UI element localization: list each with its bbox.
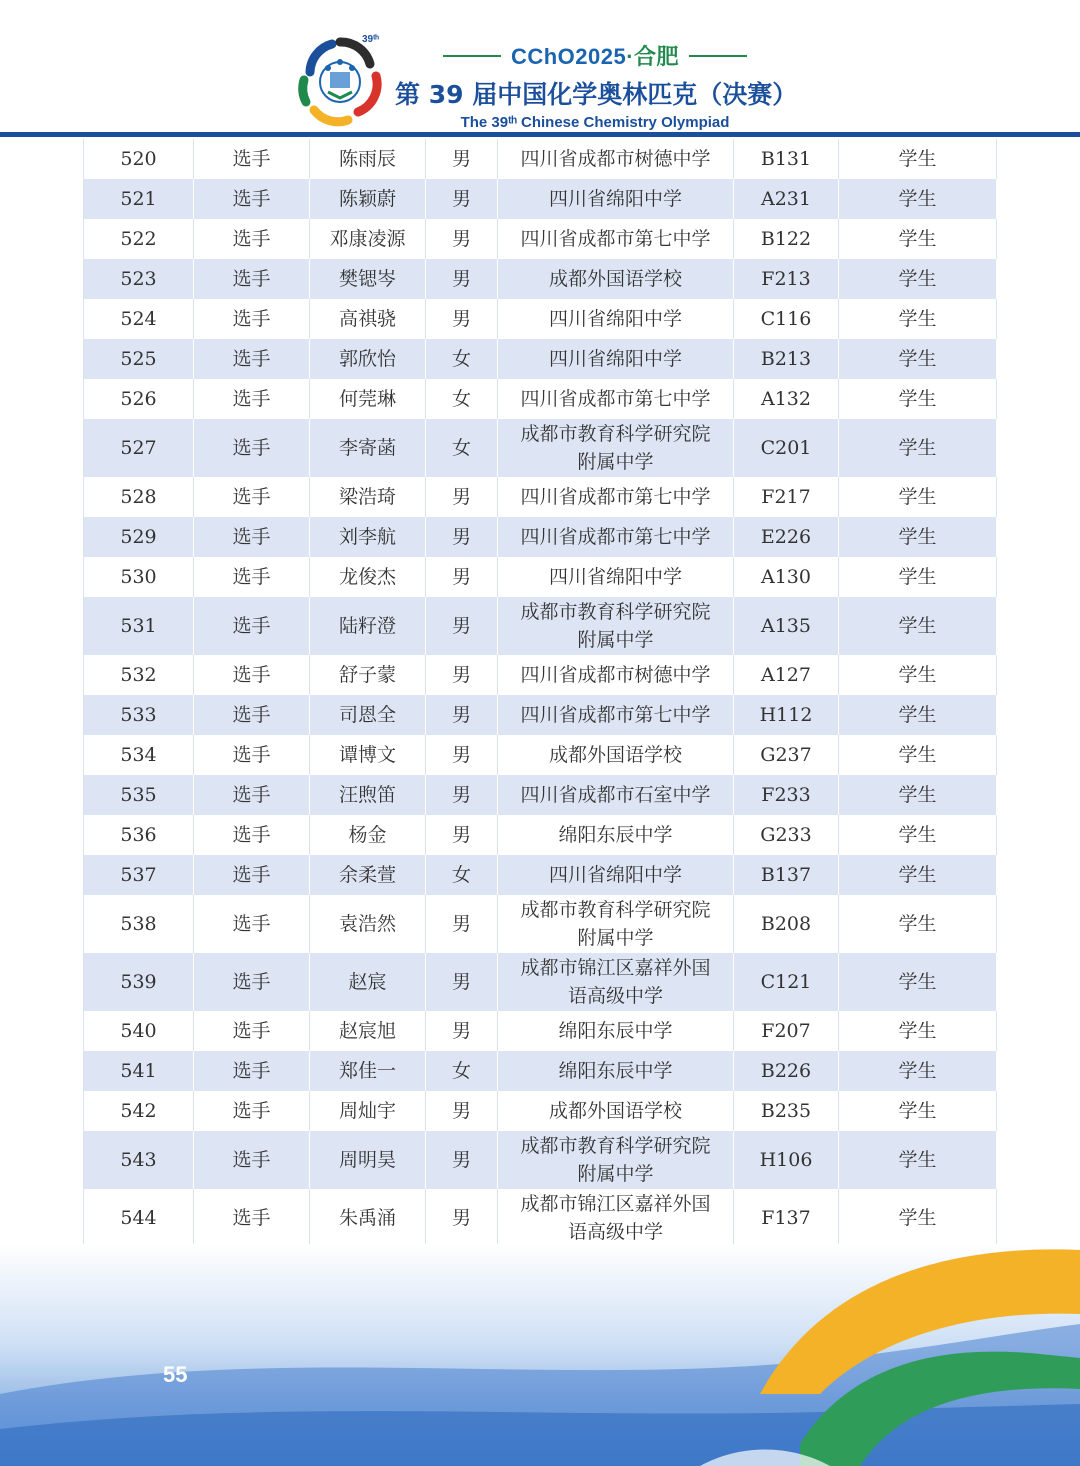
cell-no: 536: [84, 815, 194, 855]
school-line: 成都外国语学校: [548, 1100, 682, 1122]
cell-name: 袁浩然: [310, 895, 426, 953]
cell-role: 选手: [194, 1189, 310, 1247]
cell-type: 学生: [839, 1189, 997, 1247]
participant-table-body: [84, 139, 997, 1247]
table-row: [84, 379, 997, 419]
table-row: [84, 1131, 997, 1189]
school-line: 四川省绵阳中学: [548, 188, 682, 210]
cell-type: 学生: [839, 139, 997, 179]
cell-type: 学生: [839, 219, 997, 259]
cell-role: 选手: [194, 855, 310, 895]
cell-type: 学生: [839, 735, 997, 775]
cell-name: 刘李航: [310, 517, 426, 557]
school-line: 四川省绵阳中学: [548, 308, 682, 330]
cell-name: 余柔萱: [310, 855, 426, 895]
cell-school: [498, 339, 734, 379]
cell-seat: A132: [734, 379, 839, 419]
cell-name: 朱禹涌: [310, 1189, 426, 1247]
cell-gender: 男: [426, 139, 498, 179]
school-line: 四川省成都市第七中学: [520, 228, 711, 250]
cell-name: 李寄菡: [310, 419, 426, 477]
cell-gender: 男: [426, 299, 498, 339]
event-prefix: CChO2025: [510, 44, 627, 69]
cell-no: 521: [84, 179, 194, 219]
cell-school: [498, 735, 734, 775]
cell-school: [498, 1131, 734, 1189]
cell-no: 542: [84, 1091, 194, 1131]
cell-no: 520: [84, 139, 194, 179]
cell-seat: B137: [734, 855, 839, 895]
cell-type: 学生: [839, 557, 997, 597]
cell-gender: 女: [426, 339, 498, 379]
cell-school: [498, 557, 734, 597]
cell-role: 选手: [194, 219, 310, 259]
participant-table: [83, 139, 997, 1248]
cell-name: 汪煦笛: [310, 775, 426, 815]
school-line: 四川省成都市树德中学: [520, 664, 711, 686]
school-line: 绵阳东辰中学: [558, 824, 673, 846]
cell-role: 选手: [194, 419, 310, 477]
cell-school: [498, 655, 734, 695]
cell-seat: B208: [734, 895, 839, 953]
cell-seat: A130: [734, 557, 839, 597]
left-rule: [443, 55, 501, 57]
cell-type: 学生: [839, 597, 997, 655]
cell-school: [498, 179, 734, 219]
logo-superscript: 39ᵗʰ: [362, 34, 379, 45]
cell-school: [498, 597, 734, 655]
cell-type: 学生: [839, 953, 997, 1011]
cell-seat: B235: [734, 1091, 839, 1131]
table-row: [84, 517, 997, 557]
cell-role: 选手: [194, 953, 310, 1011]
cell-gender: 男: [426, 655, 498, 695]
cell-type: 学生: [839, 695, 997, 735]
cell-type: 学生: [839, 775, 997, 815]
school-line: 附属中学: [577, 629, 654, 651]
cell-gender: 男: [426, 1091, 498, 1131]
cell-seat: B213: [734, 339, 839, 379]
cell-seat: B131: [734, 139, 839, 179]
table-row: [84, 419, 997, 477]
cell-gender: 女: [426, 1051, 498, 1091]
school-line: 成都市教育科学研究院: [520, 601, 711, 623]
cell-seat: A231: [734, 179, 839, 219]
table-row: [84, 815, 997, 855]
school-line: 语高级中学: [567, 1220, 663, 1243]
table-row: [84, 953, 997, 1011]
school-line: 绵阳东辰中学: [558, 1060, 673, 1082]
school-line: 附属中学: [577, 451, 654, 473]
cell-school: [498, 1051, 734, 1091]
cell-gender: 男: [426, 1011, 498, 1051]
cell-no: 532: [84, 655, 194, 695]
cell-type: 学生: [839, 339, 997, 379]
cell-no: 538: [84, 895, 194, 953]
cell-type: 学生: [839, 815, 997, 855]
cell-gender: 男: [426, 1131, 498, 1189]
cell-school: [498, 895, 734, 953]
cell-type: 学生: [839, 517, 997, 557]
cell-no: 539: [84, 953, 194, 1011]
cell-name: 杨金: [310, 815, 426, 855]
table-row: [84, 1091, 997, 1131]
cell-role: 选手: [194, 1011, 310, 1051]
cell-no: 537: [84, 855, 194, 895]
page-number: 55: [163, 1362, 188, 1387]
school-line: 四川省成都市第七中学: [520, 704, 711, 726]
olympiad-logo: [292, 32, 388, 128]
cell-school: [498, 695, 734, 735]
school-line: 语高级中学: [567, 985, 663, 1007]
table-row: [84, 735, 997, 775]
cell-no: 540: [84, 1011, 194, 1051]
cell-no: 527: [84, 419, 194, 477]
cell-school: [498, 855, 734, 895]
school-line: 成都外国语学校: [548, 744, 682, 766]
school-line: 成都市教育科学研究院: [520, 899, 711, 921]
cell-name: 赵宸旭: [310, 1011, 426, 1051]
cell-type: 学生: [839, 179, 997, 219]
table-row: [84, 139, 997, 179]
table-row: [84, 655, 997, 695]
cell-type: 学生: [839, 299, 997, 339]
cell-name: 樊锶岑: [310, 259, 426, 299]
cell-no: 523: [84, 259, 194, 299]
cell-seat: G233: [734, 815, 839, 855]
school-line: 四川省成都市第七中学: [520, 486, 711, 508]
cell-no: 544: [84, 1189, 194, 1247]
cell-no: 529: [84, 517, 194, 557]
cell-school: [498, 379, 734, 419]
event-city: 合肥: [634, 44, 680, 69]
cell-role: 选手: [194, 735, 310, 775]
cell-no: 531: [84, 597, 194, 655]
school-line: 附属中学: [577, 927, 654, 949]
cell-school: [498, 219, 734, 259]
cell-name: 周灿宇: [310, 1091, 426, 1131]
cell-seat: F207: [734, 1011, 839, 1051]
cell-seat: H106: [734, 1131, 839, 1189]
cell-name: 司恩全: [310, 695, 426, 735]
cell-no: 525: [84, 339, 194, 379]
cell-name: 舒子蒙: [310, 655, 426, 695]
school-line: 附属中学: [577, 1163, 654, 1185]
cell-seat: C121: [734, 953, 839, 1011]
table-row: [84, 179, 997, 219]
cell-name: 陈颖蔚: [310, 179, 426, 219]
cell-role: 选手: [194, 179, 310, 219]
cell-name: 郑佳一: [310, 1051, 426, 1091]
cell-seat: A127: [734, 655, 839, 695]
cell-type: 学生: [839, 1011, 997, 1051]
cell-name: 陆籽澄: [310, 597, 426, 655]
table-row: [84, 1051, 997, 1091]
cell-school: [498, 299, 734, 339]
cell-name: 邓康凌源: [310, 219, 426, 259]
cell-type: 学生: [839, 895, 997, 953]
school-line: 成都外国语学校: [548, 268, 682, 290]
cell-no: 530: [84, 557, 194, 597]
cell-gender: 男: [426, 259, 498, 299]
cell-seat: C116: [734, 299, 839, 339]
cell-no: 526: [84, 379, 194, 419]
cell-gender: 男: [426, 557, 498, 597]
cell-no: 535: [84, 775, 194, 815]
school-line: 绵阳东辰中学: [558, 1020, 673, 1042]
table-row: [84, 855, 997, 895]
cell-role: 选手: [194, 1091, 310, 1131]
school-line: 成都市教育科学研究院: [520, 1135, 711, 1157]
cell-school: [498, 259, 734, 299]
cell-seat: F137: [734, 1189, 839, 1247]
cell-role: 选手: [194, 139, 310, 179]
cell-name: 郭欣怡: [310, 339, 426, 379]
cell-school: [498, 419, 734, 477]
cell-type: 学生: [839, 655, 997, 695]
cell-name: 周明昊: [310, 1131, 426, 1189]
page-title-cn: 第 39 届中国化学奥林匹克（决赛）: [395, 80, 798, 109]
cell-role: 选手: [194, 1131, 310, 1189]
cell-seat: G237: [734, 735, 839, 775]
footer-decoration: [0, 1244, 1080, 1466]
cell-no: 524: [84, 299, 194, 339]
event-dot: ·: [626, 44, 635, 69]
table-row: [84, 557, 997, 597]
cell-gender: 男: [426, 517, 498, 557]
cell-type: 学生: [839, 259, 997, 299]
cell-role: 选手: [194, 815, 310, 855]
cell-seat: H112: [734, 695, 839, 735]
cell-seat: E226: [734, 517, 839, 557]
cell-type: 学生: [839, 477, 997, 517]
school-line: 成都市教育科学研究院: [520, 423, 711, 445]
school-line: 成都市锦江区嘉祥外国: [520, 957, 711, 979]
school-line: 四川省成都市石室中学: [520, 784, 711, 806]
cell-gender: 男: [426, 597, 498, 655]
cell-role: 选手: [194, 775, 310, 815]
cell-role: 选手: [194, 695, 310, 735]
school-line: 四川省绵阳中学: [548, 566, 682, 588]
cell-type: 学生: [839, 1131, 997, 1189]
cell-gender: 男: [426, 895, 498, 953]
cell-name: 龙俊杰: [310, 557, 426, 597]
table-row: [84, 1011, 997, 1051]
cell-no: 528: [84, 477, 194, 517]
cell-type: 学生: [839, 1051, 997, 1091]
cell-role: 选手: [194, 557, 310, 597]
cell-school: [498, 1091, 734, 1131]
table-row: [84, 1189, 997, 1247]
cell-role: 选手: [194, 339, 310, 379]
cell-no: 522: [84, 219, 194, 259]
cell-school: [498, 815, 734, 855]
cell-type: 学生: [839, 419, 997, 477]
cell-name: 陈雨辰: [310, 139, 426, 179]
cell-role: 选手: [194, 517, 310, 557]
cell-role: 选手: [194, 1051, 310, 1091]
cell-role: 选手: [194, 299, 310, 339]
page-title-en: The 39ᵗʰ Chinese Chemistry Olympiad: [460, 114, 730, 131]
table-row: [84, 477, 997, 517]
cell-seat: F213: [734, 259, 839, 299]
cell-seat: B122: [734, 219, 839, 259]
school-line: 四川省成都市第七中学: [520, 526, 711, 548]
cell-gender: 女: [426, 379, 498, 419]
cell-name: 谭博文: [310, 735, 426, 775]
cell-no: 543: [84, 1131, 194, 1189]
cell-type: 学生: [839, 379, 997, 419]
table-row: [84, 259, 997, 299]
right-rule: [689, 55, 747, 57]
school-line: 四川省绵阳中学: [548, 864, 682, 886]
cell-school: [498, 477, 734, 517]
cell-seat: F233: [734, 775, 839, 815]
cell-gender: 女: [426, 419, 498, 477]
cell-seat: F217: [734, 477, 839, 517]
event-line: [395, 40, 795, 71]
table-row: [84, 597, 997, 655]
cell-gender: 男: [426, 815, 498, 855]
cell-school: [498, 1011, 734, 1051]
cell-seat: C201: [734, 419, 839, 477]
cell-type: 学生: [839, 1091, 997, 1131]
cell-seat: A135: [734, 597, 839, 655]
table-row: [84, 695, 997, 735]
cell-no: 533: [84, 695, 194, 735]
cell-type: 学生: [839, 855, 997, 895]
school-line: 四川省绵阳中学: [548, 348, 682, 370]
cell-role: 选手: [194, 597, 310, 655]
cell-seat: B226: [734, 1051, 839, 1091]
cell-gender: 女: [426, 855, 498, 895]
cell-role: 选手: [194, 655, 310, 695]
header-title-block: [395, 40, 798, 131]
cell-gender: 男: [426, 1189, 498, 1247]
cell-role: 选手: [194, 895, 310, 953]
header-divider: [0, 132, 1080, 137]
cell-name: 何莞琳: [310, 379, 426, 419]
school-line: 成都市锦江区嘉祥外国: [520, 1192, 711, 1215]
cell-school: [498, 953, 734, 1011]
cell-school: [498, 775, 734, 815]
table-row: [84, 299, 997, 339]
table-row: [84, 895, 997, 953]
cell-gender: 男: [426, 695, 498, 735]
page-header: [0, 0, 1080, 132]
cell-gender: 男: [426, 179, 498, 219]
cell-school: [498, 517, 734, 557]
school-line: 四川省成都市第七中学: [520, 388, 711, 410]
cell-school: [498, 139, 734, 179]
cell-no: 541: [84, 1051, 194, 1091]
cell-gender: 男: [426, 477, 498, 517]
cell-gender: 男: [426, 775, 498, 815]
cell-gender: 男: [426, 735, 498, 775]
cell-role: 选手: [194, 477, 310, 517]
event-name: [511, 40, 679, 71]
cell-name: 梁浩琦: [310, 477, 426, 517]
cell-role: 选手: [194, 379, 310, 419]
cell-role: 选手: [194, 259, 310, 299]
table-row: [84, 775, 997, 815]
cell-no: 534: [84, 735, 194, 775]
table-row: [84, 339, 997, 379]
cell-school: [498, 1189, 734, 1247]
cell-gender: 男: [426, 953, 498, 1011]
cell-name: 赵宸: [310, 953, 426, 1011]
school-line: 四川省成都市树德中学: [520, 148, 711, 170]
table-row: [84, 219, 997, 259]
cell-name: 高祺骁: [310, 299, 426, 339]
cell-gender: 男: [426, 219, 498, 259]
